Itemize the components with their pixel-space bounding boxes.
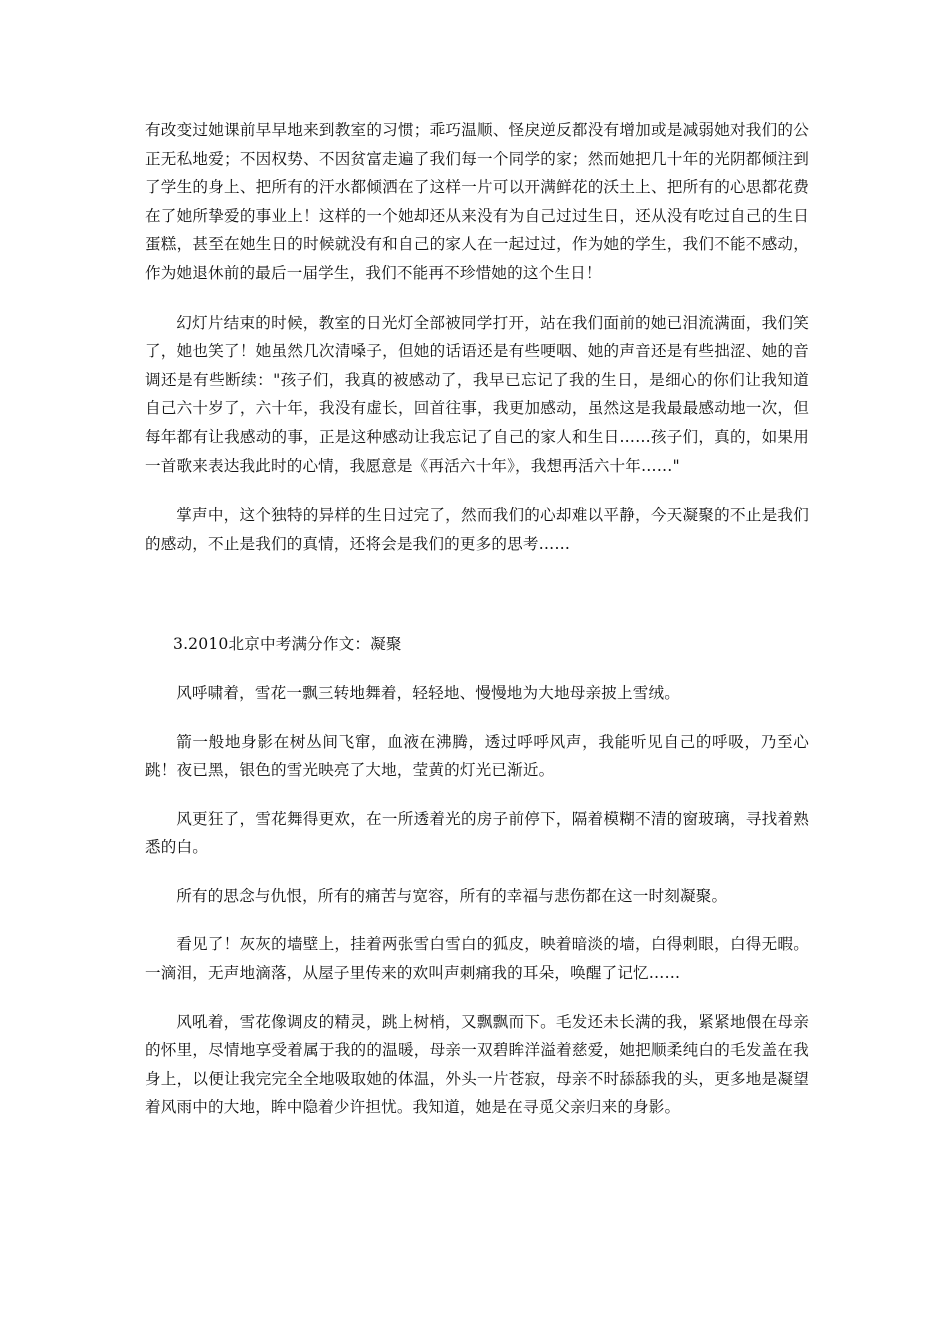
paragraph-slideshow-end: 幻灯片结束的时候，教室的日光灯全部被同学打开，站在我们面前的她已泪流满面，我们笑了，她也笑了！她虽然几次清嗓子，但她的话语还是有些哽咽、她的声音还是有些拙涩、她的音调还是有些断续："孩子们，我真的被感动了，我早已忘记了我的生日，是细心的你们让我知道自己六十岁了，六十年，我没有虚长，回首往事，我更加感动，虽然这是我最最感动地一次，但每年都有让我感动的事，正是这种感动让我忘记了自己的家人和生日……孩子们，真的，如果用一首歌来表达我此时的心情，我愿意是《再活六十年》，我想再活六十年……" xyxy=(145,313,809,475)
paragraph-continuation: 有改变过她课前早早地来到教室的习惯；乖巧温顺、怪戾逆反都没有增加或是减弱她对我们的公正无私地爱；不因权势、不因贫富走遍了我们每一个同学的家；然而她把几十年的光阴都倾注到了学生的身上、把所有的汗水都倾洒在了这样一片可以开满鲜花的沃土上、把所有的心思都花费在了她所挚爱的事业上！这样的一个她却还从来没有为自己过过生日，还从没有吃过自己的生日蛋糕，甚至在她生日的时候就没有和自己的家人在一起过过，作为她的学生，我们不能不感动，作为她退休前的最后一届学生，我们不能再不珍惜她的这个生日！ xyxy=(145,121,809,282)
paragraph-wind: 风呼啸着，雪花一飘三转地舞着，轻轻地、慢慢地为大地母亲披上雪绒。 xyxy=(176,683,680,702)
paragraph-applause: 掌声中，这个独特的异样的生日过完了，然而我们的心却难以平静，今天凝聚的不止是我们的感动，不止是我们的真情，还将会是我们的更多的思考…… xyxy=(145,506,809,553)
document-page xyxy=(145,116,809,1122)
section-heading: 3.2010北京中考满分作文：凝聚 xyxy=(173,635,402,654)
paragraph-seen: 看见了！灰灰的墙壁上，挂着两张雪白雪白的狐皮，映着暗淡的墙，白得刺眼，白得无暇。一滴泪，无声地滴落，从屋子里传来的欢叫声刺痛我的耳朵，唤醒了记忆…… xyxy=(145,935,809,983)
paragraph-memory: 风吼着，雪花像调皮的精灵，跳上树梢，又飘飘而下。毛发还未长满的我，紧紧地偎在母亲的怀里，尽情地享受着属于我的的温暖，母亲一双碧眸洋溢着慈爱，她把顺柔纯白的毛发盖在我身上，以便让我完完全全地吸取她的体温，外头一片苍寂，母亲不时舔舔我的头，更多地是凝望着风雨中的大地，眸中隐着少许担忧。我知道，她是在寻觅父亲归来的身影。 xyxy=(145,1012,809,1117)
paragraph-gathering: 所有的思念与仇恨，所有的痛苦与宽容，所有的幸福与悲伤都在这一时刻凝聚。 xyxy=(176,886,728,905)
paragraph-arrow: 箭一般地身影在树丛间飞窜，血液在沸腾，透过呼呼风声，我能听见自己的呼吸，乃至心跳！夜已黑，银色的雪光映亮了大地，莹黄的灯光已渐近。 xyxy=(145,732,809,780)
paragraph-crazier-wind: 风更狂了，雪花舞得更欢，在一所透着光的房子前停下，隔着模糊不清的窗玻璃，寻找着熟悉的白。 xyxy=(145,809,809,857)
